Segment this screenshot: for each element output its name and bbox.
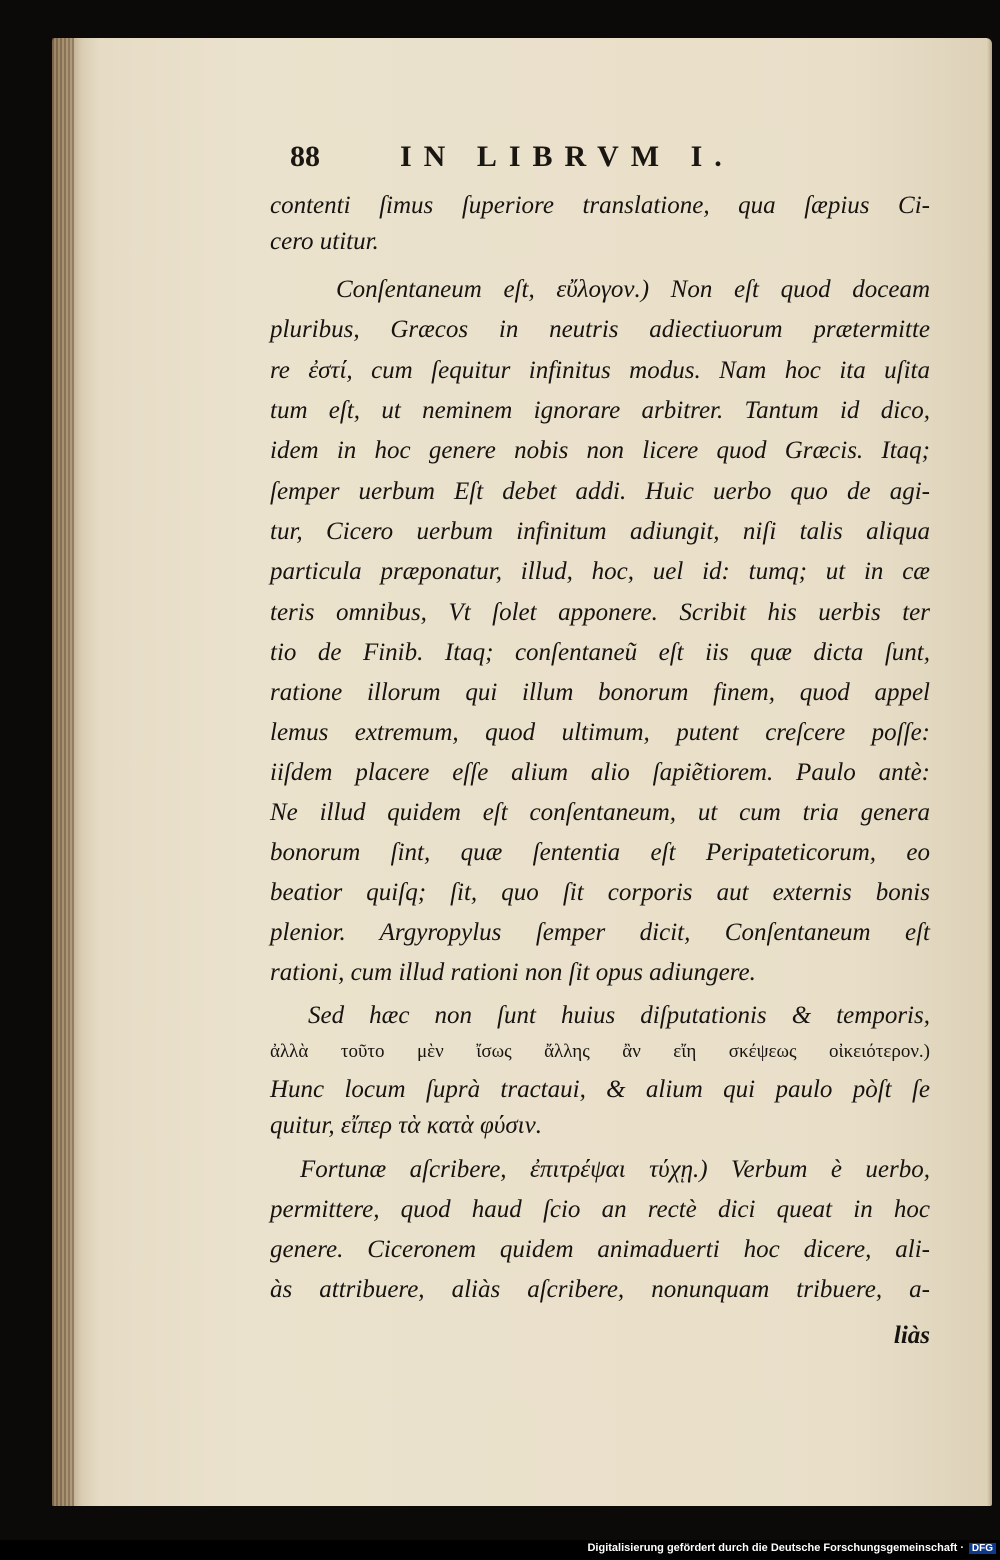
text-line: beatior quiſq; ſit, quo ſit corporis aut externis bonis: [270, 879, 930, 906]
text-line: às attribuere, aliàs aſcribere, nonunquam tribuere, a-: [270, 1276, 930, 1303]
text-line: idem in hoc genere nobis non licere quod Græcis. Itaq;: [270, 437, 930, 464]
text-line: contenti ſimus ſuperiore translatione, qua ſæpius Ci-: [270, 192, 930, 219]
text-line: Conſentaneum eſt, εὔλογον.) Non eſt quod doceam: [336, 276, 930, 303]
text-line: lemus extremum, quod ultimum, putent creſcere poſſe:: [270, 719, 930, 746]
text-line: ſemper uerbum Eſt debet addi. Huic uerbo quo de agi-: [270, 478, 930, 505]
text-line: rationi, cum illud rationi non ſit opus adiungere.: [270, 959, 756, 986]
text-line: Ne illud quidem eſt conſentaneum, ut cum tria genera: [270, 799, 930, 826]
text-line: ratione illorum qui illum bonorum finem, quod appel: [270, 679, 930, 706]
text-line: teris omnibus, Vt ſolet apponere. Scribit his uerbis ter: [270, 599, 930, 626]
text-line: tio de Finib. Itaq; conſentaneũ eſt iis quæ dicta ſunt,: [270, 639, 930, 666]
text-line: Sed hæc non ſunt huius diſputationis & temporis,: [308, 1002, 930, 1029]
text-line: genere. Ciceronem quidem animaduerti hoc dicere, ali-: [270, 1236, 930, 1263]
dfg-logo: DFG: [969, 1543, 996, 1554]
text-line: permittere, quod haud ſcio an rectè dici queat in hoc: [270, 1196, 930, 1223]
text-line: pluribus, Græcos in neutris adiectiuorum prætermitte: [270, 316, 930, 343]
greek-line: ἀλλὰ τοῦτο μὲν ἴσως ἄλλης ἂν εἴη σκέψεως οἰκειότερον.): [270, 1041, 930, 1062]
text-line: plenior. Argyropylus ſemper dicit, Conſentaneum eſt: [270, 919, 930, 946]
text-line: Hunc locum ſuprà tractaui, & alium qui paulo pòſt ſe: [270, 1076, 930, 1103]
text-line: cero utitur.: [270, 228, 379, 255]
text-line: Fortunæ aſcribere, ἐπιτρέψαι τύχῃ.) Verbum è uerbo,: [300, 1156, 930, 1183]
running-title: IN LIBRVM I.: [400, 140, 734, 173]
text-line: iiſdem placere eſſe alium alio ſapiẽtiorem. Paulo antè:: [270, 759, 930, 786]
page-number: 88: [290, 140, 320, 173]
footer-bar: [0, 1540, 1000, 1560]
funding-credit: Digitalisierung gefördert durch die Deutsche Forschungsgemeinschaft ·: [587, 1542, 964, 1554]
text-line: tum eſt, ut neminem ignorare arbitrer. Tantum id dico,: [270, 397, 930, 424]
page-edge: [52, 38, 74, 1506]
catchword: liàs: [893, 1322, 930, 1349]
text-line: quitur, εἴπερ τὰ κατὰ φύσιν.: [270, 1112, 542, 1139]
text-line: bonorum ſint, quæ ſententia eſt Peripateticorum, eo: [270, 839, 930, 866]
page-header: [290, 140, 830, 180]
text-line: re ἐστί, cum ſequitur infinitus modus. Nam hoc ita uſita: [270, 357, 930, 384]
text-line: particula præponatur, illud, hoc, uel id: tumq; ut in cæ: [270, 558, 930, 585]
text-line: tur, Cicero uerbum infinitum adiungit, niſi talis aliqua: [270, 518, 930, 545]
